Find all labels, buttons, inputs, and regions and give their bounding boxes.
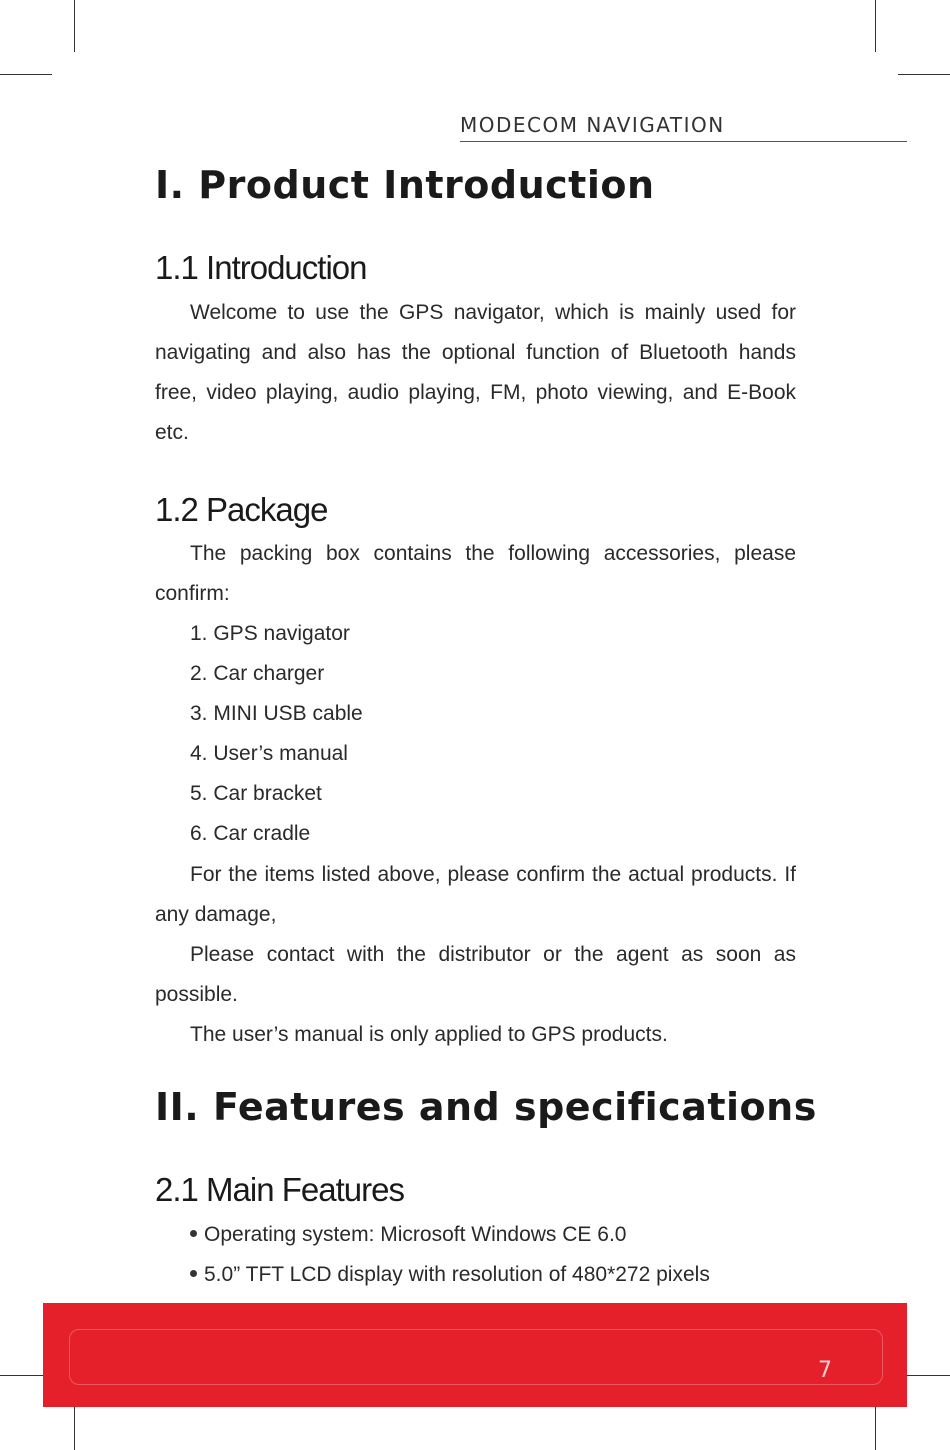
crop-mark-top-left xyxy=(74,0,75,52)
header-rule xyxy=(460,141,907,142)
crop-mark-top-right-h xyxy=(898,74,950,75)
footer-inner-frame xyxy=(69,1329,883,1385)
package-note-1: For the items listed above, please confirm the actual products. If any damage, xyxy=(155,863,796,926)
package-item: 4. User’s manual xyxy=(190,742,348,765)
package-note-2: Please contact with the distributor or the agent as soon as possible. xyxy=(155,943,796,1006)
package-item: 5. Car bracket xyxy=(190,782,322,805)
crop-mark-top-right xyxy=(875,0,876,52)
package-lead: The packing box contains the following accessories, please confirm: xyxy=(155,542,796,605)
crop-mark-top-left-h xyxy=(0,74,52,75)
package-note-3: The user’s manual is only applied to GPS products. xyxy=(190,1023,668,1046)
section-1-1-text: Welcome to use the GPS navigator, which is mainly used for navigating and also has the optional function of Bluetooth hands free, video playing, audio playing, FM, photo viewing, and E-Book etc. xyxy=(155,301,796,444)
bullet-dot-icon xyxy=(190,1270,197,1277)
feature-bullet xyxy=(190,1215,626,1255)
package-item: 3. MINI USB cable xyxy=(190,702,363,725)
chapter-1-title: I. Product Introduction xyxy=(155,163,655,207)
footer-band xyxy=(43,1303,907,1407)
running-header: MODECOM NAVIGATION xyxy=(460,113,725,137)
package-item: 6. Car cradle xyxy=(190,822,311,845)
section-1-2-heading: 1.2 Package xyxy=(155,491,328,528)
section-2-1-heading: 2.1 Main Features xyxy=(155,1171,404,1208)
page-number: 7 xyxy=(818,1358,832,1383)
section-1-1-heading: 1.1 Introduction xyxy=(155,249,367,286)
feature-bullet xyxy=(190,1255,710,1295)
chapter-2-title: II. Features and specifications xyxy=(155,1085,817,1129)
bullet-dot-icon xyxy=(190,1230,197,1237)
feature-text: 5.0” TFT LCD display with resolution of 480*272 pixels xyxy=(204,1263,710,1286)
package-item: 1. GPS navigator xyxy=(190,622,350,645)
feature-text: Operating system: Microsoft Windows CE 6.0 xyxy=(204,1223,627,1246)
package-item: 2. Car charger xyxy=(190,662,325,685)
